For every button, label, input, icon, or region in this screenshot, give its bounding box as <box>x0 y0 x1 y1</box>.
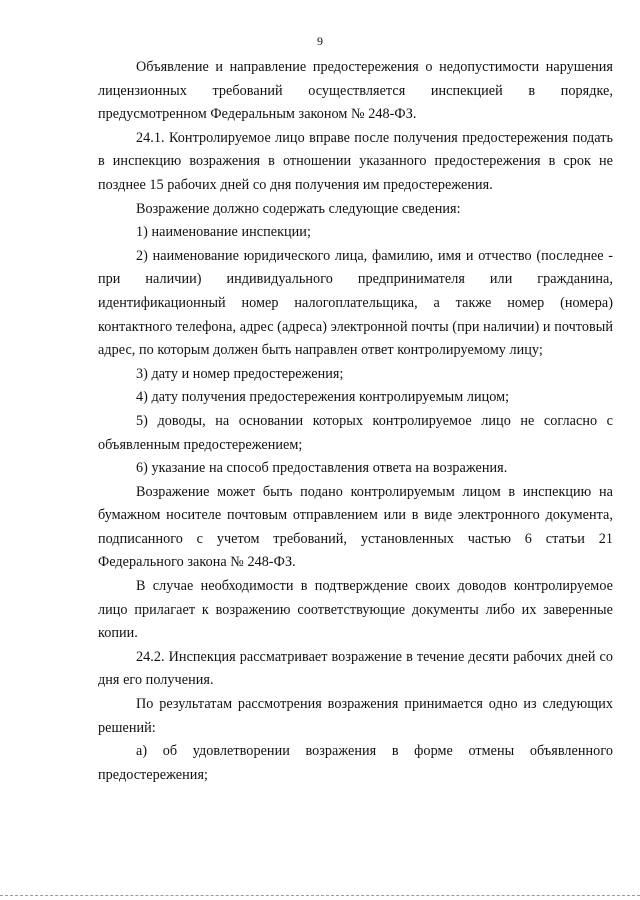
list-item-6: 6) указание на способ предоставления ответа на возражения. <box>136 460 508 477</box>
paragraph-warning-announcement: Объявление и направление предостережения о недопустимости нарушения лицензионных требований осуществляется инспекцией в порядке, предусмотренном Федеральным законом № 248-ФЗ. <box>98 59 613 123</box>
paragraph-24-1: 24.1. Контролируемое лицо вправе после получения предостережения подать в инспекцию возражения в отношении указанного предостережения в срок не позднее 15 рабочих дней со дня получения им предостережения. <box>98 129 613 193</box>
list-item-2: 2) наименование юридического лица, фамилию, имя и отчество (последнее - при наличии) индивидуального предпринимателя или гражданина, идентификационный номер налогоплательщика, а также номер (номера) контактного телефона, адрес (адреса) электронной почты (при наличии) и почтовый адрес, по которым должен быть направлен ответ контролируемому лицу; <box>98 247 613 359</box>
page-number: 9 <box>317 34 323 48</box>
paragraph-24-2: 24.2. Инспекция рассматривает возражение в течение десяти рабочих дней со дня его получения. <box>98 648 613 689</box>
list-item-4: 4) дату получения предостережения контролируемым лицом; <box>136 389 510 406</box>
paragraph-submission-method: Возражение может быть подано контролируемым лицом в инспекцию на бумажном носителе почтовым отправлением или в виде электронного документа, подписанного с учетом требований, установленных частью 6 статьи 21 Федерального закона № 248-ФЗ. <box>98 483 613 571</box>
page-bottom-edge <box>0 895 640 896</box>
paragraph-objection-contents-intro: Возражение должно содержать следующие сведения: <box>136 200 461 217</box>
paragraph-decision-intro: По результатам рассмотрения возражения принимается одно из следующих решений: <box>98 696 613 736</box>
list-item-a: а) об удовлетворении возражения в форме отмены объявленного предостережения; <box>98 743 613 783</box>
list-item-3: 3) дату и номер предостережения; <box>136 365 344 382</box>
paragraph-supporting-documents: В случае необходимости в подтверждение своих доводов контролируемое лицо прилагает к возражению соответствующие документы либо их заверенные копии. <box>98 578 613 642</box>
document-body <box>98 56 613 787</box>
list-item-5: 5) доводы, на основании которых контролируемое лицо не согласно с объявленным предостережением; <box>98 412 613 453</box>
list-item-1: 1) наименование инспекции; <box>136 224 311 241</box>
